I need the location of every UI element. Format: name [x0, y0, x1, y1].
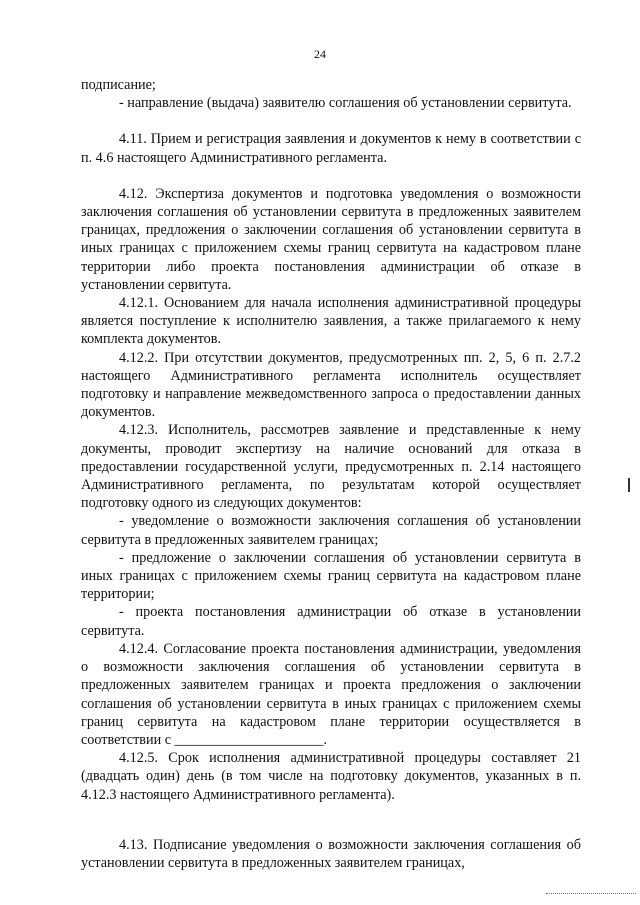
paragraph-4-11: 4.11. Прием и регистрация заявления и документов к нему в соответствии с п. 4.6 настоящего Административного регламента.: [81, 131, 581, 166]
list-item-proposal: - предложение о заключении соглашения об установлении сервитута в иных границах с приложением схемы границ сервитута на кадастровом плане территории;: [81, 549, 581, 603]
paragraph-issuance-item: - направление (выдача) заявителю соглашения об установлении сервитута.: [119, 95, 572, 112]
list-item-notification: - уведомление о возможности заключения соглашения об установлении сервитута в предложенных заявителем границах;: [81, 513, 581, 548]
list-item-refusal-draft: - проекта постановления администрации об отказе в установлении сервитута.: [81, 604, 581, 639]
paragraph-4-12-5: 4.12.5. Срок исполнения административной процедуры составляет 21 (двадцать один) день (в том числе на подготовку документов, указанных в п. 4.12.3 настоящего Административного регламента).: [81, 750, 581, 803]
scan-artifact: [546, 893, 636, 895]
paragraph-4-13: 4.13. Подписание уведомления о возможности заключения соглашения об установлении сервитута в предложенных заявителем границах,: [81, 836, 581, 871]
scan-edge-mark: [628, 478, 630, 492]
paragraph-4-12-1: 4.12.1. Основанием для начала исполнения административной процедуры является поступление к исполнителю заявления, а также прилагаемого к нему комплекта документов.: [81, 295, 581, 348]
paragraph-4-12-3: 4.12.3. Исполнитель, рассмотрев заявление и представленные к нему документы, проводит экспертизу на наличие оснований для отказа в предоставлении государственной услуги, предусмотренных п. 2.14 настоящего Административного регламента, по результатам которой осуществляет подготовку одного из следующих документов:: [81, 422, 581, 512]
document-body: [81, 76, 581, 872]
page-number: 24: [314, 47, 326, 61]
paragraph-4-12-2: 4.12.2. При отсутствии документов, предусмотренных пп. 2, 5, 6 п. 2.7.2 настоящего Административного регламента исполнитель осуществляет подготовку и направление межведомственного запроса о предоставлении данных документов.: [81, 349, 581, 421]
paragraph-4-12: 4.12. Экспертиза документов и подготовка уведомления о возможности заключения соглашения об установлении сервитута в предложенных заявителем границах, предложения о заключении соглашения об установлении сервитута в иных границах с приложением схемы границ сервитута на кадастровом плане территории либо проекта постановления администрации об отказе в установлении сервитута.: [81, 185, 581, 293]
paragraph-4-12-4: 4.12.4. Согласование проекта постановления администрации, уведомления о возможности заключения соглашения об установлении сервитута в предложенных заявителем границах и проекта предложения о заключении соглашения об установлении сервитута в иных границах с приложением схемы границ сервитута на кадастровом плане территории осуществляется в соответствии с _____________________.: [81, 640, 581, 748]
paragraph-signing: подписание;: [81, 77, 156, 93]
